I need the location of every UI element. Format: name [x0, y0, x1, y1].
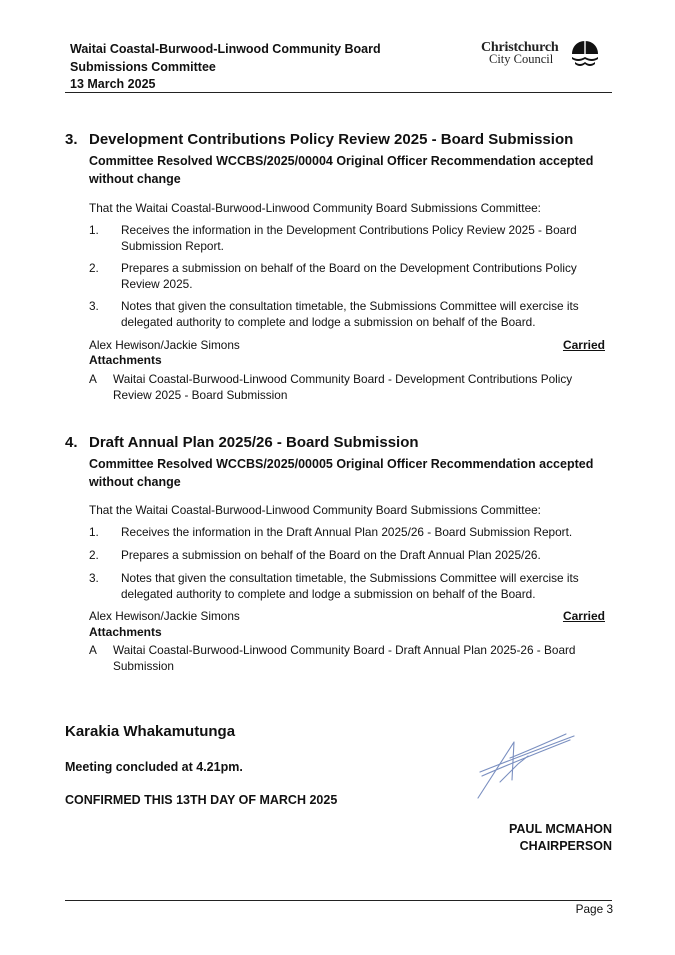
header-divider: [65, 92, 612, 93]
attachment-link[interactable]: Waitai Coastal-Burwood-Linwood Community Board - Draft Annual Plan 2025-26 - Board Submission: [113, 643, 576, 673]
logo-word-christchurch: Christchurch: [481, 40, 559, 55]
carried-status: Carried: [562, 338, 605, 352]
list-item-number: 1.: [89, 223, 99, 237]
resolution-line: Committee Resolved WCCBS/2025/00005 Original Officer Recommendation accepted: [89, 457, 594, 471]
item-title: Draft Annual Plan 2025/26 - Board Submission: [89, 434, 419, 451]
movers: Alex Hewison/Jackie Simons: [89, 338, 240, 352]
list-item-text: Prepares a submission on behalf of the Board on the Development Contributions Policy Review 2025.: [121, 261, 577, 291]
logo-word-city-council: City Council: [489, 52, 554, 66]
logo-emblem-icon: [569, 40, 601, 68]
resolution-line: without change: [89, 171, 181, 186]
resolution-heading: [89, 153, 609, 188]
list-item-number: 3.: [89, 299, 99, 313]
carried-status: Carried: [562, 609, 605, 623]
resolution-line: Committee Resolved WCCBS/2025/00004 Original Officer Recommendation accepted: [89, 154, 594, 168]
resolution-line: without change: [89, 474, 181, 489]
attachments-heading: Attachments: [89, 625, 162, 639]
attachment-letter: A: [89, 372, 97, 386]
movers: Alex Hewison/Jackie Simons: [89, 609, 240, 623]
confirmation-statement: CONFIRMED THIS 13TH DAY OF MARCH 2025: [65, 793, 338, 807]
list-item-number: 2.: [89, 261, 99, 275]
list-item-number: 3.: [89, 571, 99, 585]
item-number: 4.: [65, 434, 78, 451]
karakia-heading: Karakia Whakamutunga: [65, 723, 236, 740]
christchurch-city-council-logo: [481, 40, 601, 70]
resolution-heading: [89, 456, 609, 491]
attachment-letter: A: [89, 643, 97, 657]
signature-image: [470, 730, 580, 800]
list-item-text: Receives the information in the Draft Annual Plan 2025/26 - Board Submission Report.: [121, 525, 573, 539]
document-header: [70, 41, 381, 94]
list-item-text: Notes that given the consultation timetable, the Submissions Committee will exercise its delegated authority to complete and lodge a submission on behalf of the Board.: [121, 571, 579, 601]
list-item-number: 2.: [89, 548, 99, 562]
item-title: Development Contributions Policy Review 2025 - Board Submission: [89, 131, 574, 148]
header-board-name: Waitai Coastal-Burwood-Linwood Community Board: [70, 42, 381, 56]
footer-divider: [65, 900, 612, 901]
resolution-intro: That the Waitai Coastal-Burwood-Linwood Community Board Submissions Committee:: [89, 503, 541, 517]
attachment-link[interactable]: Waitai Coastal-Burwood-Linwood Community Board - Development Contributions Policy Review 2025 - Board Submission: [113, 372, 573, 402]
signatory-name: PAUL MCMAHON: [508, 822, 612, 836]
attachments-heading: Attachments: [89, 353, 162, 367]
list-item-number: 1.: [89, 525, 99, 539]
header-committee-name: Submissions Committee: [70, 59, 216, 74]
signatory-role: CHAIRPERSON: [519, 839, 612, 853]
list-item-text: Prepares a submission on behalf of the Board on the Draft Annual Plan 2025/26.: [121, 548, 541, 562]
resolution-intro: That the Waitai Coastal-Burwood-Linwood Community Board Submissions Committee:: [89, 201, 541, 215]
list-item-text: Receives the information in the Development Contributions Policy Review 2025 - Board Submission Report.: [121, 223, 577, 253]
page-number: Page 3: [575, 902, 613, 916]
item-number: 3.: [65, 131, 78, 148]
list-item-text: Notes that given the consultation timetable, the Submissions Committee will exercise its delegated authority to complete and lodge a submission on behalf of the Board.: [121, 299, 579, 329]
meeting-concluded: Meeting concluded at 4.21pm.: [65, 760, 243, 774]
header-date: 13 March 2025: [70, 77, 156, 91]
